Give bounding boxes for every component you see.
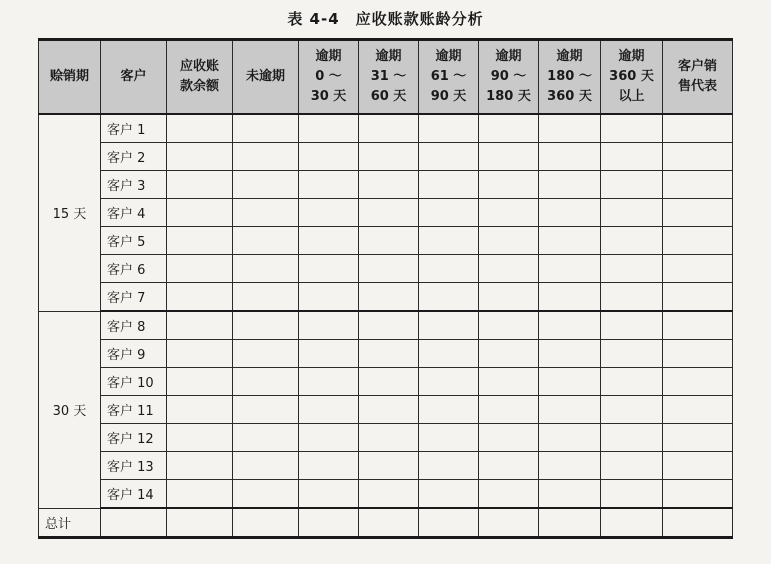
client-cell: 客户 8 (101, 311, 167, 340)
empty-cell (479, 227, 539, 255)
empty-cell (167, 424, 233, 452)
empty-cell (167, 311, 233, 340)
total-label: 总计 (39, 508, 101, 538)
empty-cell (359, 396, 419, 424)
table-row (39, 368, 733, 396)
empty-cell (167, 114, 233, 143)
empty-cell (419, 114, 479, 143)
empty-cell (299, 114, 359, 143)
empty-cell (359, 480, 419, 509)
empty-cell (539, 283, 601, 312)
empty-cell (539, 171, 601, 199)
empty-cell (663, 171, 733, 199)
empty-cell (539, 199, 601, 227)
empty-cell (601, 508, 663, 538)
empty-cell (299, 424, 359, 452)
empty-cell (359, 368, 419, 396)
empty-cell (539, 143, 601, 171)
empty-cell (359, 171, 419, 199)
empty-cell (539, 452, 601, 480)
header-not-overdue: 未逾期 (233, 40, 299, 115)
empty-cell (539, 114, 601, 143)
period-cell: 15 天 (39, 114, 101, 311)
empty-cell (539, 340, 601, 368)
empty-cell (233, 171, 299, 199)
table-row (39, 311, 733, 340)
table-row (39, 283, 733, 312)
empty-cell (299, 340, 359, 368)
client-cell: 客户 5 (101, 227, 167, 255)
empty-cell (419, 171, 479, 199)
client-cell: 客户 3 (101, 171, 167, 199)
empty-cell (299, 452, 359, 480)
empty-cell (539, 424, 601, 452)
empty-cell (479, 311, 539, 340)
empty-cell (299, 396, 359, 424)
table-title: 表 4-4 应收账款账龄分析 (287, 10, 484, 28)
table-row (39, 199, 733, 227)
table-row (39, 255, 733, 283)
empty-cell (419, 480, 479, 509)
empty-cell (299, 143, 359, 171)
empty-cell (479, 480, 539, 509)
empty-cell (479, 368, 539, 396)
header-overdue-31-60: 逾期 31 ～ 60 天 (359, 40, 419, 115)
empty-cell (663, 199, 733, 227)
empty-cell (419, 199, 479, 227)
empty-cell (601, 480, 663, 509)
client-cell: 客户 9 (101, 340, 167, 368)
table-row (39, 452, 733, 480)
empty-cell (601, 311, 663, 340)
empty-cell (419, 143, 479, 171)
empty-cell (479, 255, 539, 283)
empty-cell (299, 480, 359, 509)
empty-cell (479, 452, 539, 480)
empty-cell (539, 227, 601, 255)
empty-cell (663, 480, 733, 509)
header-overdue-180-360: 逾期 180 ～ 360 天 (539, 40, 601, 115)
empty-cell (539, 368, 601, 396)
empty-cell (359, 508, 419, 538)
table-row (39, 171, 733, 199)
empty-cell (479, 283, 539, 312)
empty-cell (233, 283, 299, 312)
empty-cell (601, 199, 663, 227)
empty-cell (601, 368, 663, 396)
empty-cell (663, 424, 733, 452)
empty-cell (419, 311, 479, 340)
empty-cell (601, 396, 663, 424)
empty-cell (419, 452, 479, 480)
client-cell: 客户 7 (101, 283, 167, 312)
table-row (39, 340, 733, 368)
empty-cell (167, 199, 233, 227)
table-row (39, 424, 733, 452)
empty-cell (167, 452, 233, 480)
empty-cell (233, 452, 299, 480)
total-row (39, 508, 733, 538)
client-cell: 客户 6 (101, 255, 167, 283)
empty-cell (419, 255, 479, 283)
empty-cell (359, 255, 419, 283)
empty-cell (359, 283, 419, 312)
client-cell: 客户 2 (101, 143, 167, 171)
empty-cell (479, 340, 539, 368)
empty-cell (479, 424, 539, 452)
empty-cell (233, 396, 299, 424)
empty-cell (167, 255, 233, 283)
empty-cell (167, 283, 233, 312)
empty-cell (167, 480, 233, 509)
empty-cell (299, 508, 359, 538)
empty-cell (601, 255, 663, 283)
empty-cell (419, 424, 479, 452)
empty-cell (233, 255, 299, 283)
empty-cell (167, 143, 233, 171)
table-row (39, 143, 733, 171)
empty-cell (663, 396, 733, 424)
empty-cell (299, 368, 359, 396)
empty-cell (601, 114, 663, 143)
empty-cell (601, 283, 663, 312)
empty-cell (233, 368, 299, 396)
table-body (39, 114, 733, 538)
empty-cell (479, 396, 539, 424)
empty-cell (233, 424, 299, 452)
empty-cell (233, 143, 299, 171)
empty-cell (299, 283, 359, 312)
empty-cell (167, 508, 233, 538)
empty-cell (359, 424, 419, 452)
header-sales-rep: 客户销 售代表 (663, 40, 733, 115)
empty-cell (233, 340, 299, 368)
client-cell: 客户 4 (101, 199, 167, 227)
client-cell: 客户 12 (101, 424, 167, 452)
client-cell: 客户 10 (101, 368, 167, 396)
empty-cell (359, 143, 419, 171)
empty-cell (419, 227, 479, 255)
period-cell: 30 天 (39, 311, 101, 508)
empty-cell (419, 508, 479, 538)
empty-cell (479, 199, 539, 227)
table-row (39, 396, 733, 424)
table-row (39, 227, 733, 255)
empty-cell (601, 171, 663, 199)
empty-cell (479, 114, 539, 143)
header-period: 赊销期 (39, 40, 101, 115)
empty-cell (419, 396, 479, 424)
header-overdue-90-180: 逾期 90 ～ 180 天 (479, 40, 539, 115)
empty-cell (663, 227, 733, 255)
client-cell: 客户 14 (101, 480, 167, 509)
empty-cell (299, 199, 359, 227)
empty-cell (167, 368, 233, 396)
empty-cell (299, 255, 359, 283)
header-balance: 应收账 款余额 (167, 40, 233, 115)
empty-cell (299, 311, 359, 340)
empty-cell (663, 283, 733, 312)
empty-cell (359, 227, 419, 255)
empty-cell (663, 340, 733, 368)
table-row (39, 114, 733, 143)
header-overdue-360-plus: 逾期 360 天 以上 (601, 40, 663, 115)
empty-cell (419, 283, 479, 312)
empty-cell (539, 508, 601, 538)
empty-cell (167, 340, 233, 368)
table-row (39, 480, 733, 509)
empty-cell (101, 508, 167, 538)
empty-cell (663, 508, 733, 538)
empty-cell (359, 199, 419, 227)
empty-cell (539, 396, 601, 424)
header-overdue-0-30: 逾期 0 ～ 30 天 (299, 40, 359, 115)
empty-cell (601, 227, 663, 255)
empty-cell (419, 340, 479, 368)
header-client: 客户 (101, 40, 167, 115)
empty-cell (663, 255, 733, 283)
empty-cell (233, 199, 299, 227)
empty-cell (167, 171, 233, 199)
empty-cell (359, 340, 419, 368)
header-row (39, 40, 733, 115)
client-cell: 客户 1 (101, 114, 167, 143)
empty-cell (601, 424, 663, 452)
empty-cell (359, 311, 419, 340)
empty-cell (539, 311, 601, 340)
empty-cell (663, 452, 733, 480)
empty-cell (419, 368, 479, 396)
client-cell: 客户 11 (101, 396, 167, 424)
empty-cell (299, 227, 359, 255)
empty-cell (233, 311, 299, 340)
empty-cell (233, 508, 299, 538)
empty-cell (663, 143, 733, 171)
empty-cell (167, 396, 233, 424)
empty-cell (663, 311, 733, 340)
empty-cell (539, 480, 601, 509)
empty-cell (601, 452, 663, 480)
empty-cell (663, 114, 733, 143)
empty-cell (601, 143, 663, 171)
empty-cell (233, 480, 299, 509)
empty-cell (663, 368, 733, 396)
empty-cell (233, 227, 299, 255)
empty-cell (601, 340, 663, 368)
header-overdue-61-90: 逾期 61 ～ 90 天 (419, 40, 479, 115)
empty-cell (359, 114, 419, 143)
empty-cell (479, 508, 539, 538)
aging-table (38, 38, 733, 539)
empty-cell (233, 114, 299, 143)
empty-cell (539, 255, 601, 283)
client-cell: 客户 13 (101, 452, 167, 480)
empty-cell (479, 171, 539, 199)
empty-cell (167, 227, 233, 255)
empty-cell (299, 171, 359, 199)
empty-cell (359, 452, 419, 480)
empty-cell (479, 143, 539, 171)
